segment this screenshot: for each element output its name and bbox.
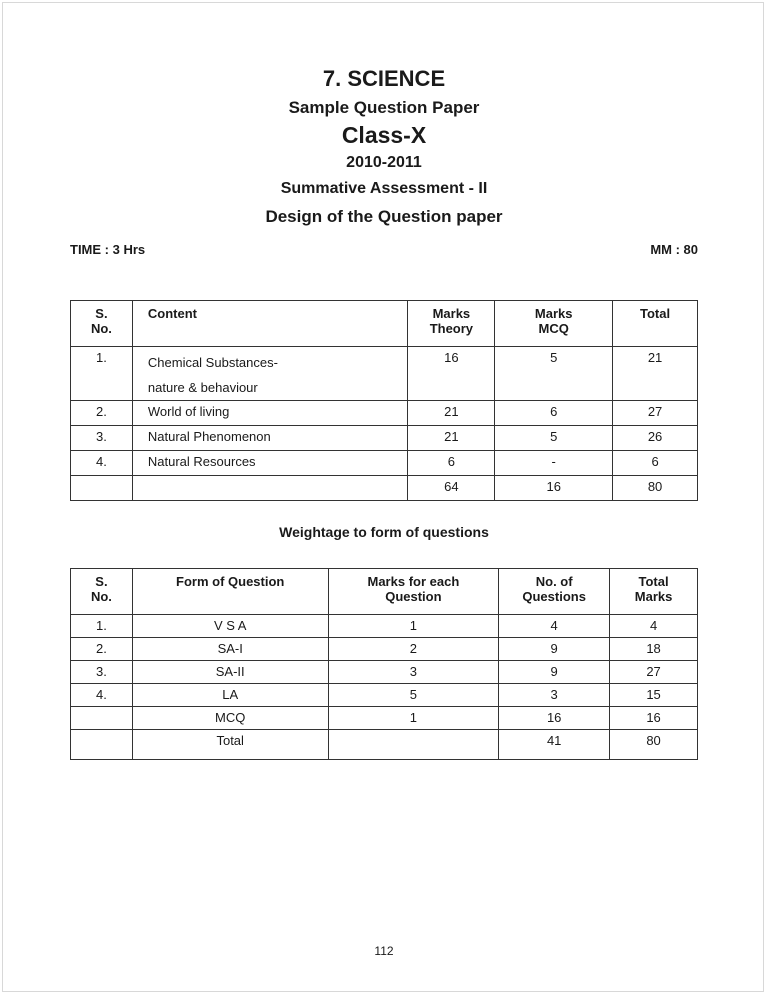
cell-sno: 2.: [71, 638, 133, 661]
header-total: Total: [613, 301, 698, 347]
cell-total: 15: [610, 684, 698, 707]
page-number: 112: [374, 944, 394, 958]
table-row: [71, 684, 698, 707]
question-form-table: [70, 568, 698, 760]
header-sno: S. No.: [71, 569, 133, 615]
cell-content: World of living: [132, 401, 408, 426]
cell-mcq: -: [495, 451, 613, 476]
cell-form: SA-II: [132, 661, 328, 684]
table-row: [71, 707, 698, 730]
table-header-row: [71, 301, 698, 347]
assessment-label: Summative Assessment - II: [280, 180, 488, 197]
cell-sno: 2.: [71, 401, 133, 426]
cell-sno: 1.: [71, 347, 133, 401]
cell-content: Natural Phenomenon: [132, 426, 408, 451]
cell-form: SA-I: [132, 638, 328, 661]
weightage-caption: Weightage to form of questions: [279, 524, 489, 540]
cell-form: V S A: [132, 615, 328, 638]
cell-grand-total: 80: [613, 476, 698, 501]
cell-sno: 1.: [71, 615, 133, 638]
totals-row: [71, 476, 698, 501]
cell-num: 41: [499, 730, 610, 760]
table-header-row: [71, 569, 698, 615]
cell-sno: 3.: [71, 426, 133, 451]
cell-content: [132, 476, 408, 501]
cell-marks: 1: [328, 615, 499, 638]
table-row: [71, 451, 698, 476]
cell-total: 80: [610, 730, 698, 760]
header-num-questions: No. of Questions: [499, 569, 610, 615]
cell-mcq: 5: [495, 426, 613, 451]
cell-total: 4: [610, 615, 698, 638]
cell-mcq: 5: [495, 347, 613, 401]
cell-form: MCQ: [132, 707, 328, 730]
header-marks-each: Marks for each Question: [328, 569, 499, 615]
cell-sno: [71, 476, 133, 501]
max-marks-label: MM : 80: [650, 242, 698, 257]
cell-marks: [328, 730, 499, 760]
cell-num: 3: [499, 684, 610, 707]
cell-marks: 5: [328, 684, 499, 707]
cell-theory-total: 64: [408, 476, 495, 501]
cell-theory: 6: [408, 451, 495, 476]
table-row: [71, 638, 698, 661]
cell-content: Chemical Substances- nature & behaviour: [132, 347, 408, 401]
totals-row: [71, 730, 698, 760]
class-label: Class-X: [341, 122, 427, 148]
cell-num: 4: [499, 615, 610, 638]
subtitle: Sample Question Paper: [288, 98, 480, 117]
page-title: 7. SCIENCE: [322, 66, 446, 91]
header-form: Form of Question: [132, 569, 328, 615]
cell-num: 9: [499, 638, 610, 661]
time-label: TIME : 3 Hrs: [70, 242, 146, 257]
table-row: [71, 426, 698, 451]
header-marks-theory: Marks Theory: [408, 301, 495, 347]
cell-theory: 16: [408, 347, 495, 401]
cell-form: LA: [132, 684, 328, 707]
header-content: Content: [132, 301, 408, 347]
header-sno: S. No.: [71, 301, 133, 347]
table-row: [71, 401, 698, 426]
table-row: [71, 661, 698, 684]
year-label: 2010-2011: [346, 154, 422, 171]
table-row: [71, 615, 698, 638]
cell-num: 16: [499, 707, 610, 730]
table-row: [71, 347, 698, 401]
cell-total: 16: [610, 707, 698, 730]
cell-marks: 3: [328, 661, 499, 684]
cell-total: 26: [613, 426, 698, 451]
cell-total: 18: [610, 638, 698, 661]
cell-sno: [71, 707, 133, 730]
cell-sno: 3.: [71, 661, 133, 684]
cell-total: 21: [613, 347, 698, 401]
cell-num: 9: [499, 661, 610, 684]
content-marks-table: [70, 300, 698, 501]
cell-total: 6: [613, 451, 698, 476]
cell-content: Natural Resources: [132, 451, 408, 476]
cell-sno: [71, 730, 133, 760]
cell-theory: 21: [408, 401, 495, 426]
cell-form: Total: [132, 730, 328, 760]
header-total-marks: Total Marks: [610, 569, 698, 615]
cell-sno: 4.: [71, 684, 133, 707]
cell-sno: 4.: [71, 451, 133, 476]
cell-mcq-total: 16: [495, 476, 613, 501]
cell-mcq: 6: [495, 401, 613, 426]
cell-total: 27: [613, 401, 698, 426]
cell-theory: 21: [408, 426, 495, 451]
cell-total: 27: [610, 661, 698, 684]
design-label: Design of the Question paper: [265, 207, 503, 226]
cell-marks: 2: [328, 638, 499, 661]
header-marks-mcq: Marks MCQ: [495, 301, 613, 347]
cell-marks: 1: [328, 707, 499, 730]
